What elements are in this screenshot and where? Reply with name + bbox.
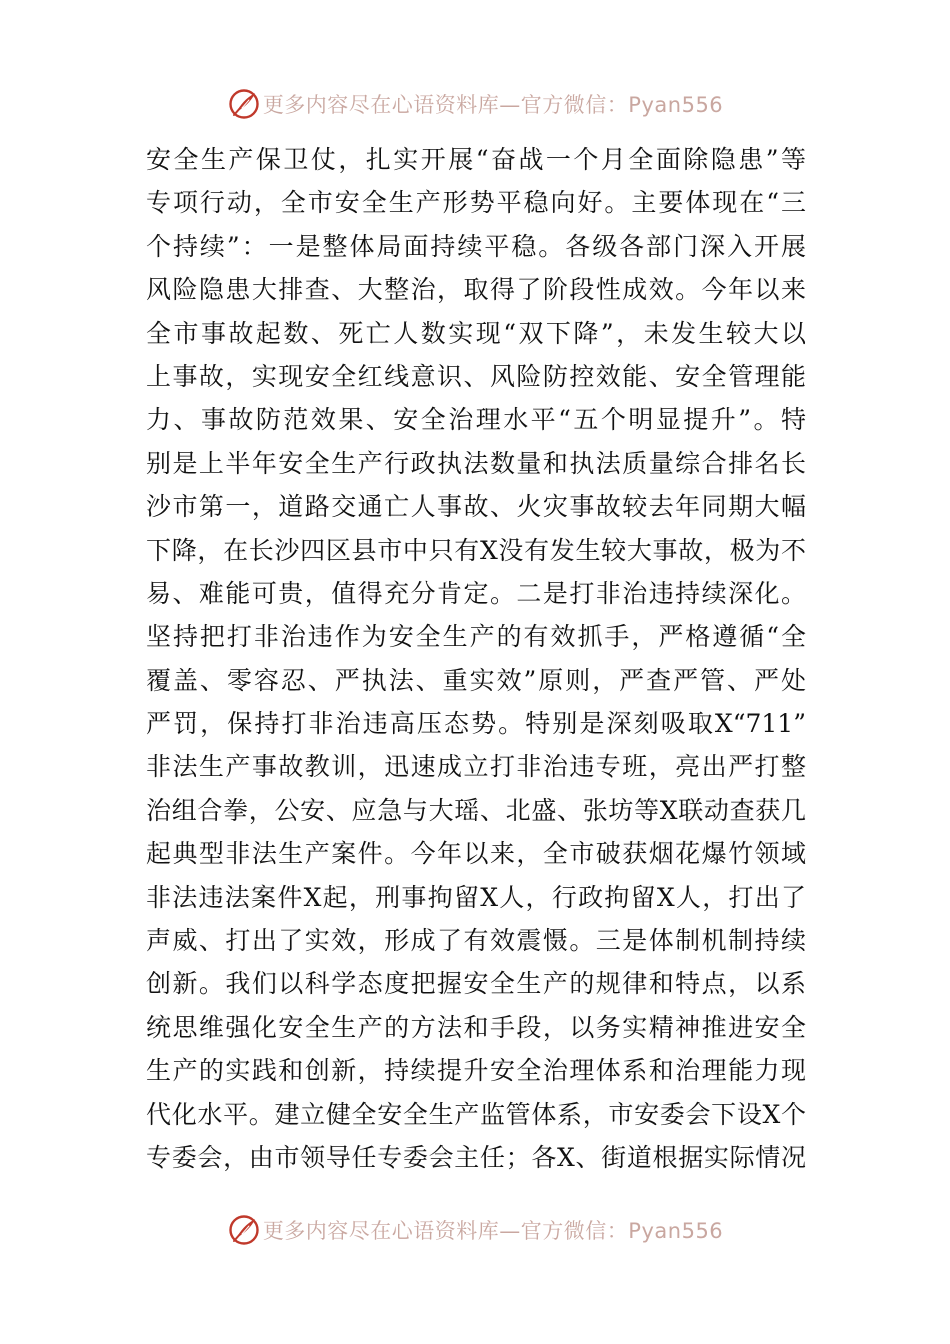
text-line: 风险隐患大排查、大整治，取得了阶段性成效。今年以来 bbox=[146, 275, 806, 305]
text-line: 上事故，实现安全红线意识、风险防控效能、安全管理能 bbox=[146, 361, 806, 391]
text-line: 易、难能可贵，值得充分肯定。二是打非治违持续深化。 bbox=[146, 578, 806, 608]
text-line: 全市事故起数、死亡人数实现“双下降”，未发生较大以 bbox=[146, 318, 806, 348]
feather-pen-logo-icon bbox=[227, 1213, 261, 1247]
text-line: 下降，在长沙四区县市中只有X没有发生较大事故，极为不 bbox=[146, 535, 806, 565]
text-line: 治组合拳，公安、应急与大瑶、北盛、张坊等X联动查获几 bbox=[146, 795, 806, 825]
text-line: 坚持把打非治违作为安全生产的有效抓手，严格遵循“全 bbox=[146, 622, 806, 652]
text-line: 别是上半年安全生产行政执法数量和执法质量综合排名长 bbox=[146, 448, 806, 478]
text-line: 力、事故防范效果、安全治理水平“五个明显提升”。特 bbox=[146, 405, 806, 435]
text-line: 生产的实践和创新，持续提升安全治理体系和治理能力现 bbox=[146, 1056, 806, 1086]
text-line: 严罚，保持打非治违高压态势。特别是深刻吸取X“711” bbox=[146, 709, 806, 739]
text-line: 声威、打出了实效，形成了有效震慑。三是体制机制持续 bbox=[146, 926, 806, 956]
text-line: 非法违法案件X起，刑事拘留X人，行政拘留X人，打出了 bbox=[146, 882, 806, 912]
text-line: 专委会，由市领导任专委会主任；各X、街道根据实际情况 bbox=[146, 1142, 806, 1172]
text-line: 覆盖、零容忍、严执法、重实效”原则，严查严管、严处 bbox=[146, 665, 806, 695]
text-line: 安全生产保卫仗，扎实开展“奋战一个月全面除隐患”等 bbox=[146, 145, 806, 174]
text-line: 沙市第一，道路交通亡人事故、火灾事故较去年同期大幅 bbox=[146, 492, 806, 522]
header-banner-text: 更多内容尽在心语资料库—官方微信：Pyan556 bbox=[262, 93, 724, 117]
text-line: 非法生产事故教训，迅速成立打非治违专班，亮出严打整 bbox=[146, 752, 806, 782]
text-line: 专项行动，全市安全生产形势平稳向好。主要体现在“三 bbox=[146, 188, 806, 218]
text-line: 个持续”：一是整体局面持续平稳。各级各部门深入开展 bbox=[146, 231, 806, 261]
text-line: 起典型非法生产案件。今年以来，全市破获烟花爆竹领域 bbox=[146, 839, 806, 869]
feather-pen-logo-icon bbox=[227, 87, 261, 121]
text-line: 统思维强化安全生产的方法和手段，以务实精神推进安全 bbox=[146, 1012, 806, 1042]
document-body bbox=[146, 138, 806, 1179]
footer-banner bbox=[0, 1210, 950, 1250]
text-line: 创新。我们以科学态度把握安全生产的规律和特点，以系 bbox=[146, 969, 806, 999]
header-banner bbox=[0, 84, 950, 124]
footer-banner-text: 更多内容尽在心语资料库—官方微信：Pyan556 bbox=[262, 1219, 724, 1243]
text-line: 代化水平。建立健全安全生产监管体系，市安委会下设X个 bbox=[146, 1099, 806, 1129]
